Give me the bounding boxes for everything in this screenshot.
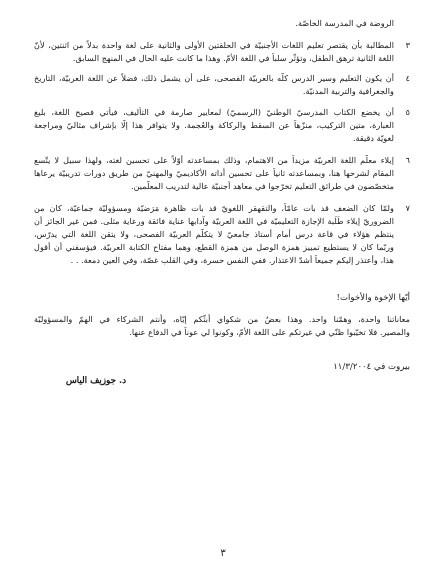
- item-6-line-3: متخصّصون في طرائق التعليم تخرّجوا في معاهد أجنبيّة عالية لتدريب المعلّمين.: [130, 181, 394, 191]
- item-3-line-2: اللغة الثانية ترهق الطفل، وتؤثّر سلباً في اللغة الأمّ. وهذا ما كانت عليه الحال في المنهج السابق.: [72, 53, 394, 63]
- item-number-3: ٣: [405, 40, 410, 50]
- item-4-line-1: أن يكون التعليم وسير الدرس كلّه بالعربيّة الفصحى، على أن يشمل ذلك، فضلاً عن اللغة العربيّة، التاريخ: [34, 73, 394, 83]
- intro-line: الروضة في المدرسة الخاصّة.: [295, 18, 394, 28]
- date-line: بيروت في ١١/٣/٢٠٠٤: [333, 362, 410, 372]
- item-5-line-1: أن يخضع الكتاب المدرسيّ الوطنيّ (الرسميّ) لمعايير صارمة في التأليف، فيأتي فصيح اللغة، بليغ: [34, 107, 394, 117]
- page-number: ٣: [220, 548, 226, 559]
- item-number-5: ٥: [405, 107, 410, 117]
- item-7-line-4: وربّما كان لا يستطيع تمييز همزة الوصل من همزة القطع، وهما مفتاح الكتابة العربيّة. فيؤسفني أن أقول: [34, 242, 394, 252]
- closing-line-1: معاناتنا واحدة، وهمّنا واحد. وهذا بعضٌ من شكواي أبثّكم إيّاه، وأنتم الشركاء في الهمّ والمسؤوليّة: [34, 314, 410, 324]
- item-6-line-1: إيلاء معلّم اللغة العربيّة مزيداً من الاهتمام، وذلك بمساعدته أوّلاً على تحسين لغته، ولهذا سبيل لا يتّسع: [34, 155, 394, 165]
- signature: د. جوزيف الياس: [65, 376, 126, 386]
- item-7-line-3: ينتظم هؤلاء في قاعة درس أمام أستاذ جامعيّ لا يتكلّم العربيّة الفصحى، ولا يتقن اللغة التي يدرّس،: [34, 229, 394, 239]
- item-5-line-3: لغويّة دقيقة.: [352, 133, 394, 143]
- item-6-line-2: المقام لشرحها هنا، وبمساعدته ثانياً على تحسين أداته الأكاديميّ والمهنيّ من طريق دورات تدريبيّة يرعاها: [34, 168, 394, 178]
- item-7-line-5: هذا، وأعتذر إليكم جميعاً أشدّ الاعتذار. ففي النفس حسرة، وفي القلب غصّة، وفي العين دمعة. . .: [70, 255, 394, 265]
- closing-line-2: والمصير. فلا تخيّبوا ظنّي في غيرتكم على اللغة الأمّ، وكونوا لي عوناً في الدفاع عنها.: [129, 327, 410, 337]
- item-4-line-2: والجغرافية والتربية المدنيّة.: [302, 86, 394, 96]
- item-number-6: ٦: [405, 155, 410, 165]
- item-7-line-1: ولمّا كان الضعف قد بات عامّاً، والتقهقر اللغويّ قد بات ظاهرة مَرَضيّة ومسؤوليّة جماعيّة، كان من: [34, 203, 394, 213]
- item-3-line-1: المطالبة بأن يقتصر تعليم اللغات الأجنبيّة في الحلقتين الأولى والثانية على لغة واحدة بدلاً من اثنتين، لأنّ: [34, 40, 394, 50]
- greeting: أيّها الإخوة والأخوات!: [336, 293, 410, 303]
- item-7-line-2: الضروريّ إيلاء طَلَبة الإجازة التعليميّة في اللغة العربيّة وآدابها عناية فائقة ورعاية مثلى. فمن غير الجائز أن: [34, 216, 394, 226]
- item-number-7: ٧: [405, 203, 410, 213]
- item-5-line-2: العبارة، متين التركيب، منزّهاً عن السقط والركاكة والعُجمة. ولا يتوافر هذا إلّا بإشراف مثاليّ ومراجعة: [34, 120, 394, 130]
- item-number-4: ٤: [405, 73, 410, 83]
